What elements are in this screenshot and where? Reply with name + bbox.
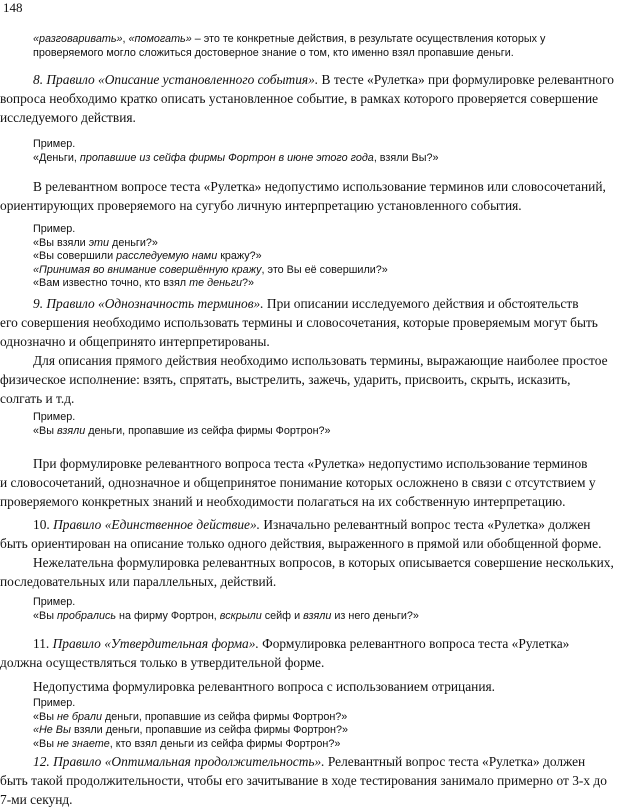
ex5-q2-italic: «Не Вы — [33, 724, 71, 737]
example-label: Пример. — [33, 411, 76, 423]
example-4 — [33, 596, 618, 623]
ex5-q3-italic: не знаете — [56, 737, 110, 750]
rule-11-line-1: Формулировка релевантного вопроса теста «Рулетка» — [258, 636, 570, 651]
rule-11-title: Правило «Утвердительная форма». — [52, 636, 259, 651]
ex5-q1-italic: не брали — [56, 710, 102, 723]
example-label: Пример. — [33, 138, 76, 150]
intro-line-2: проверяемого могло сложиться достоверное знание о том, кто именно взял пропавшие деньги. — [33, 46, 514, 59]
intro-line-1: – это те конкретные действия, в результате осуществления которых у — [191, 33, 546, 45]
rule-11-number: 11. — [33, 636, 53, 651]
example-5 — [33, 697, 618, 751]
example-1-italic: пропавшие из сейфа фирмы Фортрон в июне этого года — [79, 151, 374, 164]
rule-12-line-1: Релевантный вопрос теста «Рулетка» должен — [324, 754, 586, 769]
ruletka-paragraph — [0, 177, 620, 215]
intro-term-2: «помогать» — [128, 33, 192, 45]
ex4-italic-1: пробрались — [56, 609, 117, 622]
example-1-text-a: «Деньги, — [33, 151, 80, 164]
rule-9-p2-line-1: Для описания прямого действия необходимо использовать термины, выражающие наиболее простое — [33, 353, 608, 368]
rule-12-paragraph — [0, 752, 620, 809]
example-label: Пример. — [33, 596, 76, 608]
ex4-g: из него деньги?» — [331, 609, 419, 622]
intro-term-1: «разговаривать» — [33, 33, 123, 45]
rule-12-line-3: 7-ми секунд. — [0, 792, 73, 807]
formul-line-2: и словосочетаний, однозначное и общепринятое понимание которых осложнено в связи с отсутствием у — [0, 475, 596, 490]
ex4-e: сейф и — [261, 609, 304, 622]
rule-8-line-3: исследуемого действия. — [0, 110, 136, 125]
rule-8-paragraph — [0, 70, 620, 127]
rule-11-line-2: должна осуществляться только в утвердительной форме. — [0, 655, 325, 670]
intro-sep: , — [122, 33, 129, 45]
rule-10-p2-line-2: последовательных или параллельных, действий. — [0, 574, 277, 589]
rule-11-paragraph — [0, 634, 620, 696]
rule-12-title: 12. Правило «Оптимальная продолжительность». — [33, 754, 325, 769]
ex4-italic-3: взяли — [303, 609, 332, 622]
rule-12-line-2: быть такой продолжительности, чтобы его зачитывание в ходе тестирования занимало примерно от 3-х до — [0, 773, 607, 788]
ex4-a: «Вы — [33, 609, 57, 622]
ex2-q3-b: , это Вы её совершили?» — [261, 263, 388, 276]
rule-11-p2: Недопустима формулировка релевантного вопроса с использованием отрицания. — [33, 679, 496, 694]
rule-8-line-1: В тесте «Рулетка» при формулировке релевантного — [318, 72, 614, 87]
rule-10-line-2: быть ориентирован на описание только одного действия, выраженного в прямой или обобщенной форме. — [0, 536, 602, 551]
ex2-q4-italic: те деньги — [189, 277, 243, 290]
example-label: Пример. — [33, 697, 76, 709]
ruletka-line-2: ориентирующих проверяемого на сугубо личную интерпретацию установленного события. — [0, 198, 522, 213]
rule-9-p2-line-2: физическое исполнение: взять, спрятать, выстрелить, зажечь, ударить, присвоить, скрыть, исказить, — [0, 372, 571, 387]
rule-10-number: 10. — [33, 517, 54, 532]
rule-9-line-1: При описании исследуемого действия и обстоятельств — [263, 296, 579, 311]
rule-9-paragraph — [0, 294, 620, 408]
rule-10-line-1: Изначально релевантный вопрос теста «Рулетка» должен — [260, 517, 591, 532]
formul-line-1: При формулировке релевантного вопроса теста «Рулетка» недопустимо использование терминов — [33, 456, 588, 471]
ex3-c: деньги, пропавшие из сейфа фирмы Фортрон?» — [85, 424, 331, 437]
ex4-c: на фирму Фортрон, — [116, 609, 220, 622]
formul-line-3: проверяемого конкретных знаний и необходимости полагаться на их собственную интерпретацию. — [0, 494, 566, 509]
ex2-q1-b: деньги?» — [109, 236, 158, 249]
page-number: 148 — [3, 0, 23, 15]
ex2-q4-b: ?» — [242, 277, 255, 290]
example-2 — [33, 223, 618, 291]
ex5-q2-b: взяли деньги, пропавшие из сейфа фирмы Фортрон?» — [70, 724, 349, 737]
ex2-q2-a: «Вы совершили — [33, 250, 117, 263]
ex5-q1-b: деньги, пропавшие из сейфа фирмы Фортрон?» — [101, 710, 348, 723]
rule-9-line-2: его совершения необходимо использовать термины и словосочетания, которые проверяемым могут быть — [0, 315, 598, 330]
example-1 — [33, 138, 618, 165]
example-label: Пример. — [33, 223, 76, 235]
ex5-q3-b: , кто взял деньги из сейфа фирмы Фортрон?» — [109, 737, 341, 750]
rule-9-title: 9. Правило «Однозначность терминов». — [33, 296, 264, 311]
rule-10-title: Правило «Единственное действие». — [53, 517, 261, 532]
rule-10-paragraph — [0, 515, 620, 591]
ex2-q2-italic: расследуемую нами — [116, 250, 218, 263]
ex2-q3-italic: «Принимая во внимание совершённую кражу — [33, 263, 262, 276]
example-1-text-c: , взяли Вы?» — [373, 151, 439, 164]
ex2-q1-a: «Вы взяли — [33, 236, 89, 249]
example-3 — [33, 411, 618, 438]
rule-9-line-3: однозначно и общепринято интерпретированы. — [0, 334, 270, 349]
ex5-q1-a: «Вы — [33, 710, 57, 723]
rule-9-p2-line-3: солгать и т.д. — [0, 391, 75, 406]
ruletka-line-1: В релевантном вопросе теста «Рулетка» недопустимо использование терминов или словосочетаний, — [33, 179, 606, 194]
ex3-a: «Вы — [33, 424, 57, 437]
ex2-q1-italic: эти — [88, 236, 110, 249]
rule-10-p2-line-1: Нежелательна формулировка релевантных вопросов, в которых описывается совершение нескольких, — [33, 555, 614, 570]
ex2-q2-b: кражу?» — [217, 250, 262, 263]
ex4-italic-2: вскрыли — [219, 609, 262, 622]
rule-8-line-2: вопроса необходимо кратко описать установленное событие, в рамках которого проверяется совершение — [0, 91, 599, 106]
rule-8-title: 8. Правило «Описание установленного события». — [33, 72, 319, 87]
intro-paragraph — [33, 33, 618, 60]
ex2-q4-a: «Вам известно точно, кто взял — [33, 277, 190, 290]
ex3-italic: взяли — [56, 424, 86, 437]
ex5-q3-a: «Вы — [33, 737, 57, 750]
formul-paragraph — [0, 454, 620, 511]
